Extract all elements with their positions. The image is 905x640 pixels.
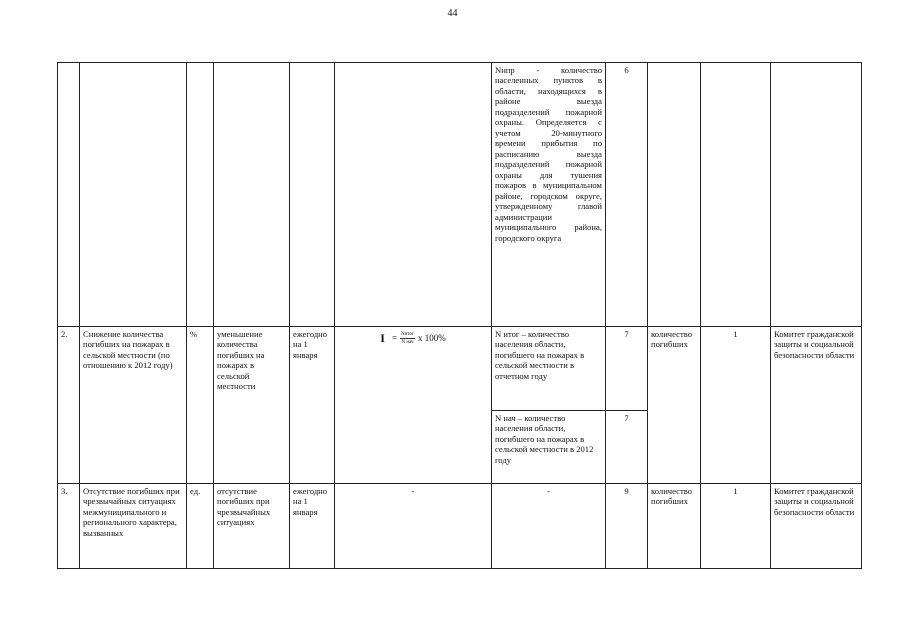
cell-unit: %	[187, 327, 214, 484]
page-number: 44	[447, 8, 458, 19]
cell-period: ежегодно на 1 января	[290, 327, 335, 484]
formula-eq: =	[391, 332, 398, 343]
cell-meaning	[214, 63, 290, 327]
formula-lhs: I	[380, 331, 385, 345]
cell-period	[290, 63, 335, 327]
cell-object: количество погибших	[648, 484, 701, 569]
cell-scope: 1	[701, 484, 771, 569]
cell-name	[80, 63, 187, 327]
cell-formula	[335, 63, 492, 327]
cell-responsible: Комитет гражданской защиты и социальной безопасности области	[771, 484, 862, 569]
cell-source: 9	[606, 484, 648, 569]
cell-name: Снижение количества погибших на пожарах в сельской местности (по отношению к 2012 году)	[80, 327, 187, 484]
formula-denominator: N нач	[401, 339, 414, 345]
cell-formula: -	[335, 484, 492, 569]
cell-name: Отсутствие погибших при чрезвычайных ситуациях межмуниципального и регионального характера, вызванных	[80, 484, 187, 569]
table-row-3	[58, 484, 862, 569]
formula-tail: x 100%	[417, 332, 446, 343]
cell-num	[58, 63, 80, 327]
cell-description: N итог – количество населения области, погибшего на пожарах в сельской местности в отчетном году	[492, 327, 606, 411]
cell-object: количество погибших	[648, 327, 701, 484]
formula	[380, 331, 445, 346]
cell-source: 7	[606, 327, 648, 411]
cell-source: 7	[606, 411, 648, 484]
table-row-2	[58, 327, 862, 411]
cell-scope	[701, 63, 771, 327]
cell-unit: ед.	[187, 484, 214, 569]
cell-num: 3.	[58, 484, 80, 569]
formula-numerator: Nитог	[401, 331, 414, 337]
cell-description: N нач – количество населения области, погибшего на пожарах в сельской местности в 2012 году	[492, 411, 606, 484]
cell-num: 2.	[58, 327, 80, 484]
cell-meaning: уменьшение количества погибших на пожарах в сельской местности	[214, 327, 290, 484]
cell-description: Nнпр - количество населенных пунктов в области, находящихся в районе выезда подразделений пожарной охраны. Определяется с учетом 20-минутного времени прибытия по расписанию выезда подразделений пожарной охраны для тушения пожаров в муниципальном районе, городском округе, утвержденному главой администрации муниципального района, городского округа	[492, 63, 606, 327]
formula-fraction	[400, 332, 415, 345]
table-row-continuation	[58, 63, 862, 327]
cell-unit	[187, 63, 214, 327]
cell-source: 6	[606, 63, 648, 327]
indicator-table	[57, 62, 862, 569]
cell-period: ежегодно на 1 января	[290, 484, 335, 569]
cell-formula	[335, 327, 492, 484]
cell-description: -	[492, 484, 606, 569]
cell-meaning: отсутствие погибших при чрезвычайных ситуациях	[214, 484, 290, 569]
cell-object	[648, 63, 701, 327]
cell-responsible	[771, 63, 862, 327]
cell-scope: 1	[701, 327, 771, 484]
cell-responsible: Комитет гражданской защиты и социальной безопасности области	[771, 327, 862, 484]
